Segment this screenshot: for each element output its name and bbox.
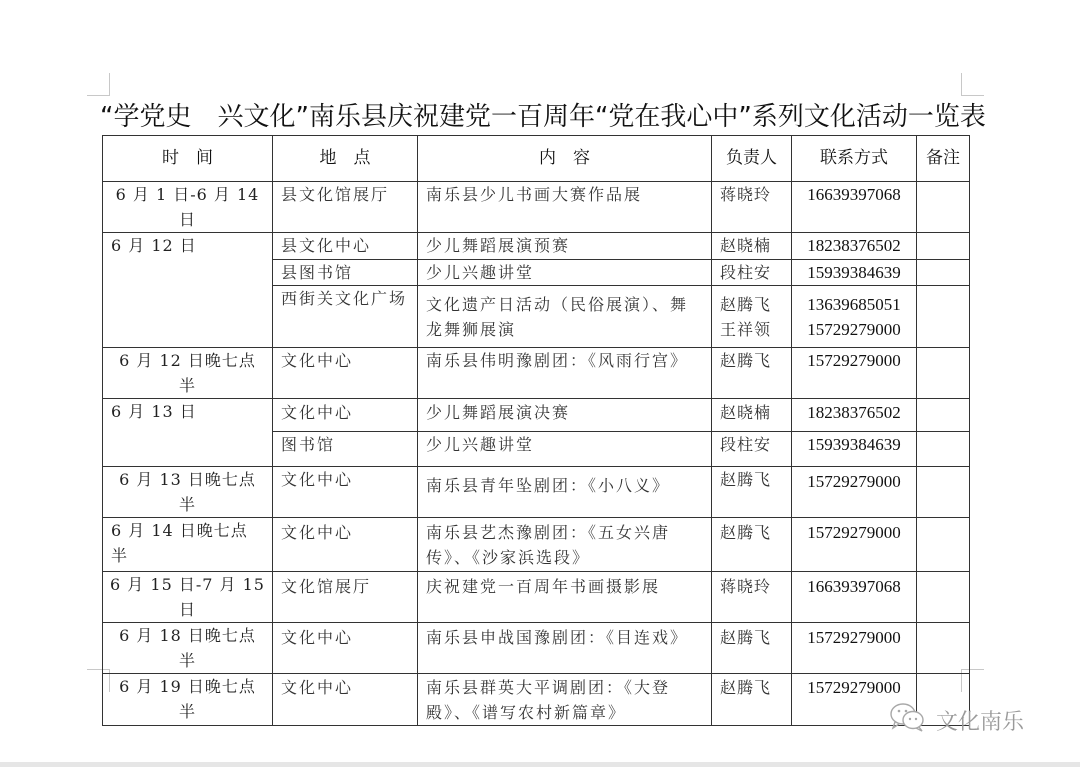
time-cell: 6 月 14 日晚七点半 [103, 518, 273, 572]
contact-cell: 15939384639 [792, 432, 917, 467]
person-cell: 赵腾飞 [712, 518, 792, 572]
person-cell: 段柱安 [712, 260, 792, 286]
header-person: 负责人 [712, 136, 792, 182]
notes-cell [917, 518, 970, 572]
table-row [103, 623, 970, 674]
content-cell: 南乐县艺杰豫剧团：《五女兴唐传》、《沙家浜选段》 [418, 518, 712, 572]
person-cell: 赵腾飞 [712, 674, 792, 726]
time-cell: 6 月 1 日-6 月 14 日 [103, 182, 273, 233]
person-cell [712, 286, 792, 348]
notes-cell [917, 399, 970, 432]
notes-cell [917, 182, 970, 233]
wechat-icon [888, 700, 928, 740]
place-cell: 文化中心 [273, 518, 418, 572]
notes-cell [917, 432, 970, 467]
content-cell: 南乐县群英大平调剧团：《大登殿》、《谱写农村新篇章》 [418, 674, 712, 726]
activity-schedule-table [102, 135, 970, 726]
place-cell: 文化中心 [273, 348, 418, 399]
time-cell: 6 月 12 日晚七点半 [103, 348, 273, 399]
contact-cell: 18238376502 [792, 233, 917, 260]
place-cell: 文化中心 [273, 674, 418, 726]
person-name: 王祥领 [720, 320, 772, 339]
place-cell: 县文化中心 [273, 233, 418, 260]
person-cell: 蒋晓玲 [712, 182, 792, 233]
person-name: 赵腾飞 [720, 295, 772, 314]
place-cell: 文化中心 [273, 623, 418, 674]
table-row [103, 399, 970, 432]
contact-cell: 15729279000 [792, 348, 917, 399]
place-cell: 县图书馆 [273, 260, 418, 286]
content-cell: 南乐县少儿书画大赛作品展 [418, 182, 712, 233]
crop-mark-top-right [961, 73, 984, 96]
contact-cell: 15729279000 [792, 623, 917, 674]
person-cell: 赵腾飞 [712, 623, 792, 674]
content-cell: 文化遗产日活动（民俗展演）、舞龙舞狮展演 [418, 286, 712, 348]
time-cell: 6 月 13 日 [103, 399, 273, 467]
table-row [103, 348, 970, 399]
table-row [103, 518, 970, 572]
contact-cell [792, 286, 917, 348]
contact-cell: 16639397068 [792, 182, 917, 233]
contact-cell: 15729279000 [792, 518, 917, 572]
content-cell: 南乐县伟明豫剧团：《风雨行宫》 [418, 348, 712, 399]
contact-cell: 15939384639 [792, 260, 917, 286]
content-cell: 少儿兴趣讲堂 [418, 432, 712, 467]
place-cell: 县文化馆展厅 [273, 182, 418, 233]
content-cell: 少儿舞蹈展演决赛 [418, 399, 712, 432]
page-bottom-edge [0, 762, 1080, 767]
place-cell: 图书馆 [273, 432, 418, 467]
notes-cell [917, 286, 970, 348]
notes-cell [917, 572, 970, 623]
place-cell: 西街关文化广场 [273, 286, 418, 348]
watermark-text: 文化南乐 [936, 709, 1025, 735]
person-cell: 蒋晓玲 [712, 572, 792, 623]
time-cell: 6 月 19 日晚七点半 [103, 674, 273, 726]
header-notes: 备注 [917, 136, 970, 182]
content-cell: 少儿舞蹈展演预赛 [418, 233, 712, 260]
table-row [103, 572, 970, 623]
person-cell: 赵腾飞 [712, 348, 792, 399]
place-cell: 文化中心 [273, 467, 418, 518]
contact-cell: 15729279000 [792, 674, 917, 726]
header-content: 内 容 [418, 136, 712, 182]
notes-cell [917, 467, 970, 518]
place-cell: 文化中心 [273, 399, 418, 432]
header-time: 时 间 [103, 136, 273, 182]
header-place: 地 点 [273, 136, 418, 182]
person-cell: 段柱安 [712, 432, 792, 467]
table-row [103, 233, 970, 260]
notes-cell [917, 623, 970, 674]
time-cell: 6 月 18 日晚七点半 [103, 623, 273, 674]
notes-cell [917, 348, 970, 399]
time-cell: 6 月 12 日 [103, 233, 273, 348]
table-row [103, 467, 970, 518]
content-cell: 少儿兴趣讲堂 [418, 260, 712, 286]
header-contact: 联系方式 [792, 136, 917, 182]
notes-cell [917, 260, 970, 286]
place-cell: 文化馆展厅 [273, 572, 418, 623]
content-cell: 南乐县青年坠剧团：《小八义》 [418, 467, 712, 518]
table-header-row [103, 136, 970, 182]
contact-cell: 15729279000 [792, 467, 917, 518]
content-cell: 庆祝建党一百周年书画摄影展 [418, 572, 712, 623]
time-cell: 6 月 13 日晚七点半 [103, 467, 273, 518]
crop-mark-top-left [87, 73, 110, 96]
document-title: “学党史 兴文化”南乐县庆祝建党一百周年“党在我心中”系列文化活动一览表 [100, 102, 986, 132]
phone-number: 13639685051 [807, 295, 901, 314]
person-cell: 赵腾飞 [712, 467, 792, 518]
table-row [103, 674, 970, 726]
watermark [888, 700, 1024, 740]
notes-cell [917, 233, 970, 260]
content-cell: 南乐县申战国豫剧团：《目连戏》 [418, 623, 712, 674]
contact-cell: 18238376502 [792, 399, 917, 432]
person-cell: 赵晓楠 [712, 233, 792, 260]
table-row [103, 182, 970, 233]
person-cell: 赵晓楠 [712, 399, 792, 432]
time-cell: 6 月 15 日-7 月 15 日 [103, 572, 273, 623]
phone-number: 15729279000 [807, 320, 901, 339]
contact-cell: 16639397068 [792, 572, 917, 623]
